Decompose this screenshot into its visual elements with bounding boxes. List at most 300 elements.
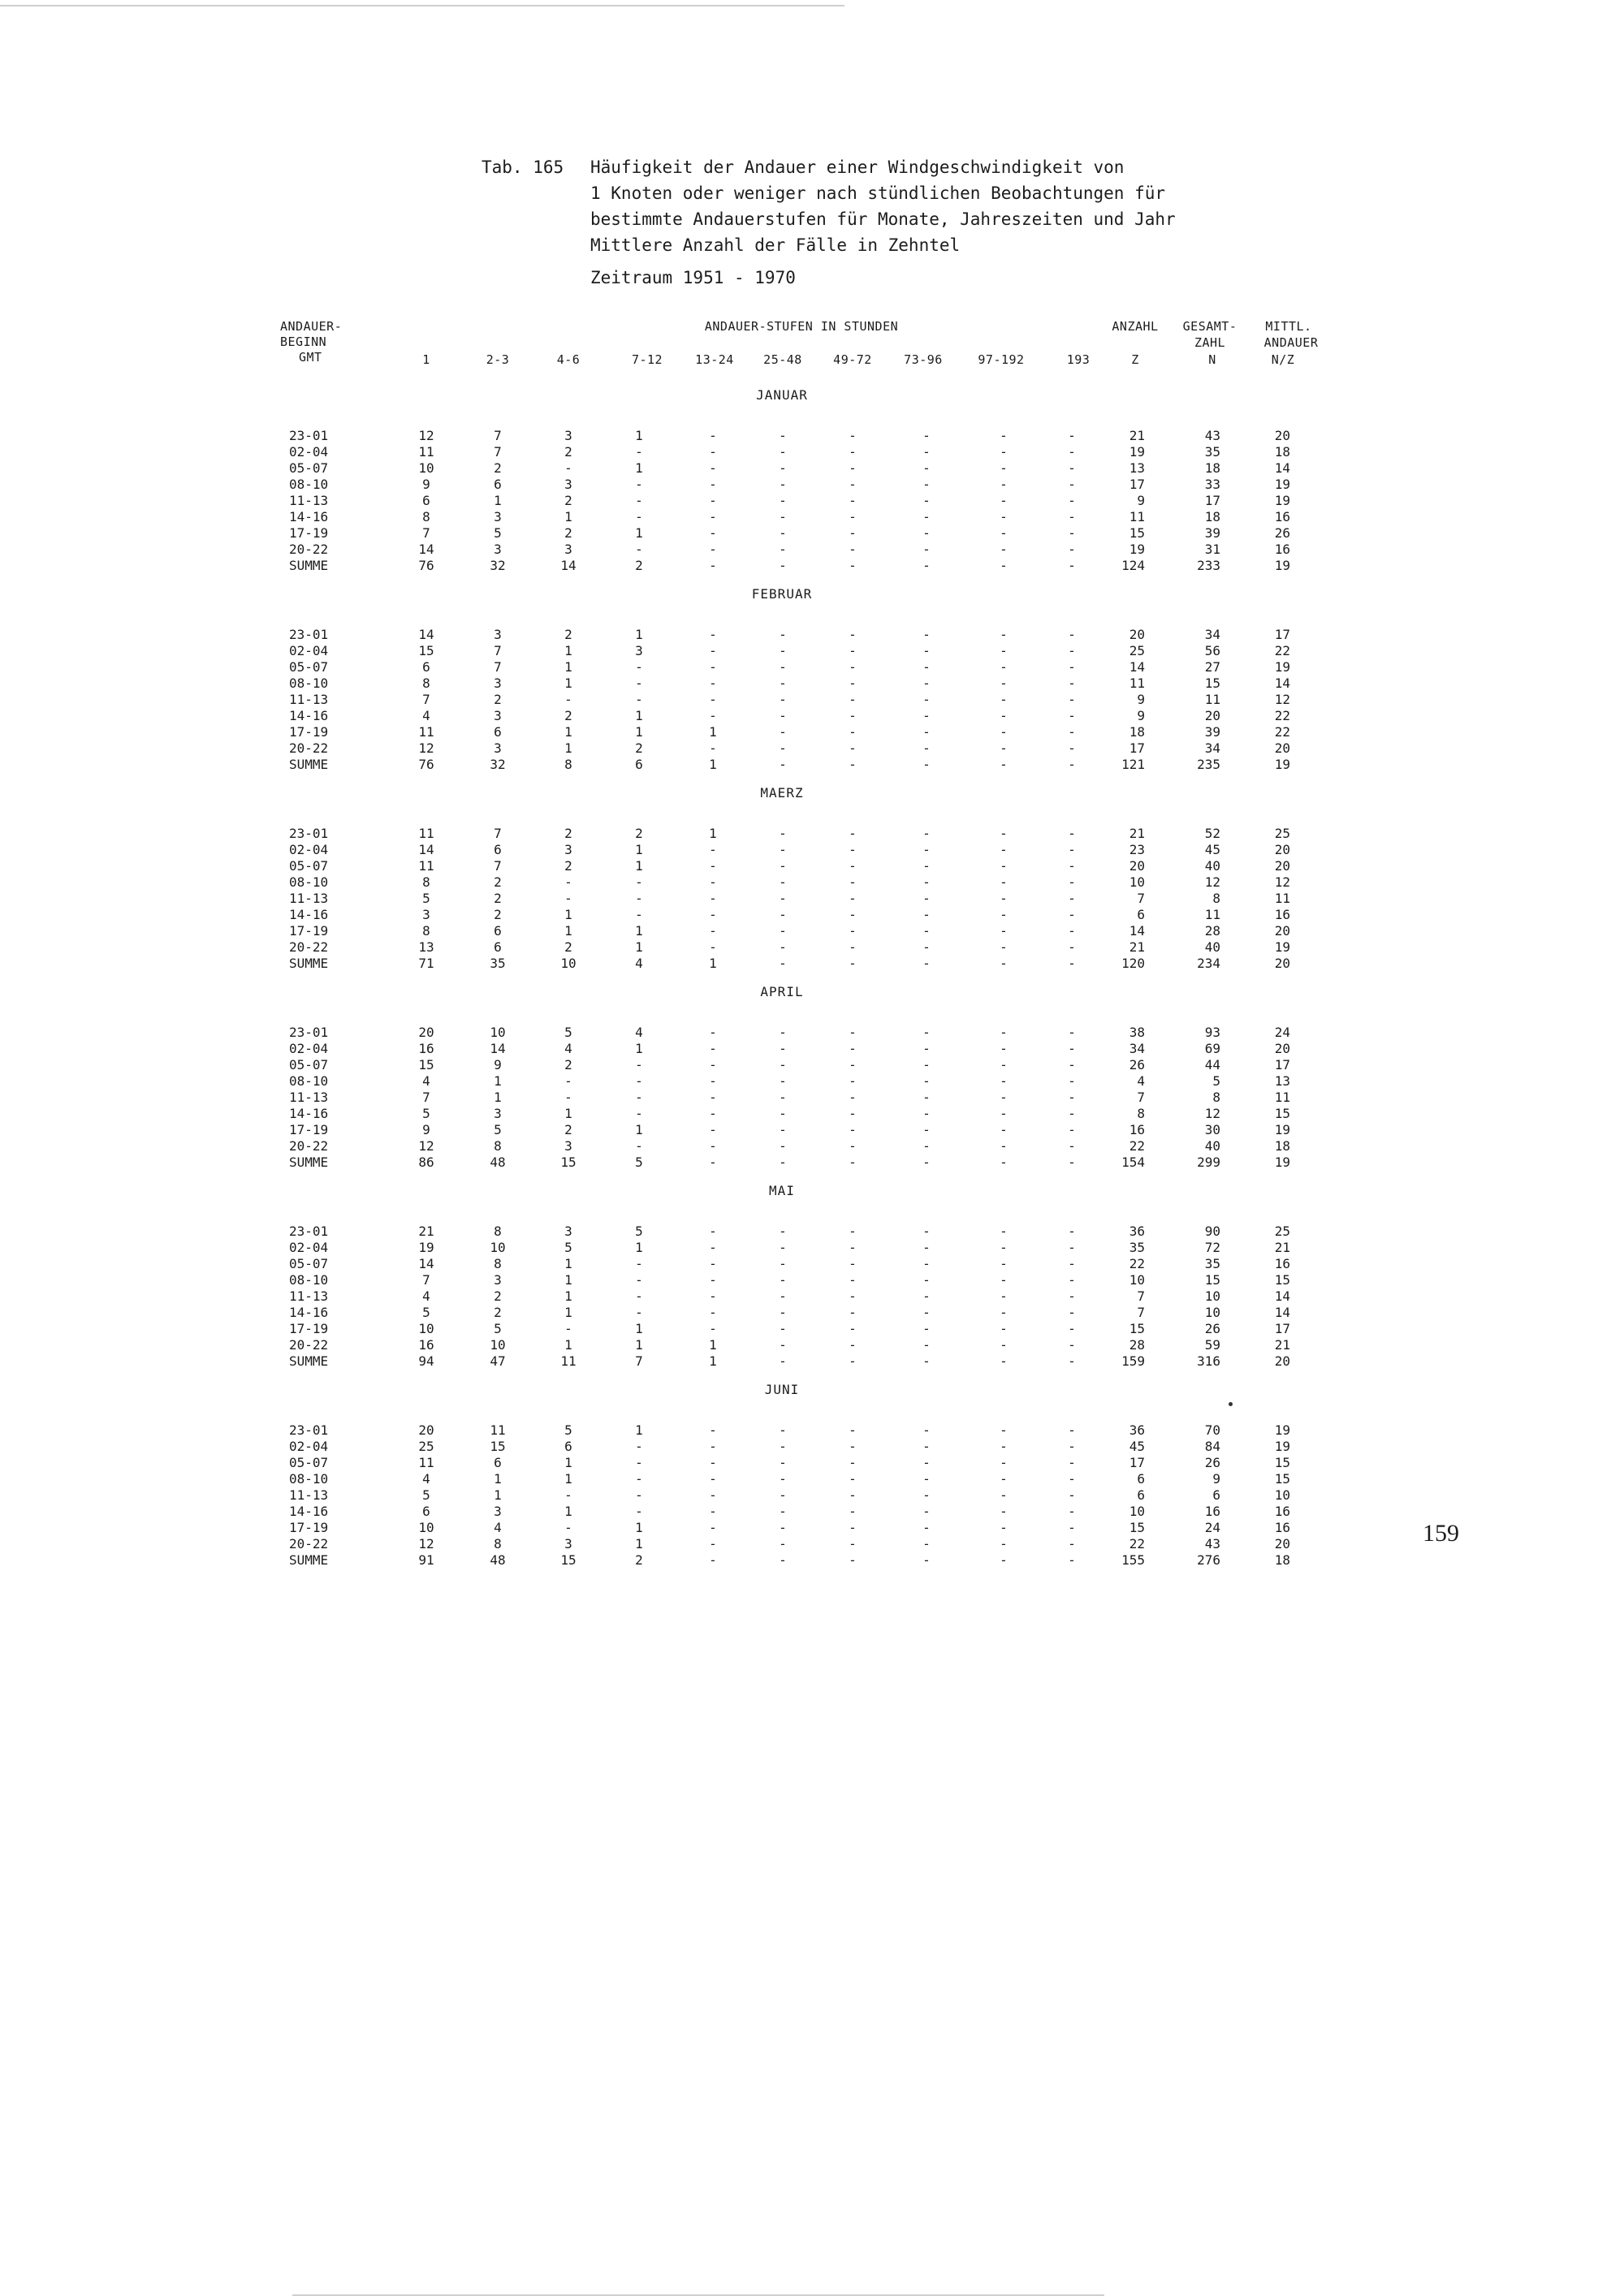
table-cell: - <box>922 1471 931 1487</box>
table-cell: 7 <box>494 826 502 841</box>
table-cell: 34 <box>1129 1041 1145 1056</box>
table-cell: 19 <box>1274 1154 1290 1170</box>
table-cell: - <box>1000 708 1008 723</box>
header-mittl-nz: N/Z <box>1271 352 1295 367</box>
table-cell: - <box>922 1455 931 1470</box>
table-cell: - <box>849 643 857 658</box>
row-label: 17-19 <box>289 1122 329 1137</box>
table-cell: - <box>922 1422 931 1438</box>
table-cell: 2 <box>494 907 502 922</box>
table-cell: - <box>1000 1041 1008 1056</box>
row-label: 11-13 <box>289 493 329 508</box>
table-cell: - <box>709 740 717 756</box>
table-cell: 15 <box>418 1057 434 1072</box>
row-label: 08-10 <box>289 874 329 890</box>
header-beginn: BEGINN <box>280 334 327 349</box>
table-cell: 20 <box>1274 956 1290 971</box>
table-cell: - <box>779 460 787 476</box>
table-cell: - <box>709 891 717 906</box>
table-cell: 3 <box>564 542 572 557</box>
table-cell: - <box>1000 1504 1008 1519</box>
table-cell: - <box>564 1073 572 1089</box>
table-cell: 1 <box>564 1288 572 1304</box>
row-label: 20-22 <box>289 542 329 557</box>
table-cell: - <box>922 740 931 756</box>
table-cell: 18 <box>1274 1552 1290 1568</box>
table-cell: 11 <box>418 724 434 740</box>
table-cell: 7 <box>494 659 502 675</box>
table-cell: - <box>779 1422 787 1438</box>
table-cell: 1 <box>635 939 643 955</box>
table-cell: 8 <box>494 1138 502 1154</box>
table-cell: 15 <box>1274 1471 1290 1487</box>
table-cell: - <box>1000 874 1008 890</box>
table-cell: - <box>922 1240 931 1255</box>
table-cell: - <box>779 1305 787 1320</box>
table-cell: - <box>635 675 643 691</box>
table-cell: - <box>1000 826 1008 841</box>
header-stage-13-24: 13-24 <box>695 352 734 367</box>
table-cell: - <box>779 1272 787 1288</box>
row-label: 05-07 <box>289 1455 329 1470</box>
row-label: 23-01 <box>289 826 329 841</box>
table-cell: - <box>849 493 857 508</box>
table-cell: - <box>1068 1122 1076 1137</box>
table-cell: - <box>564 891 572 906</box>
table-cell: 2 <box>564 525 572 541</box>
table-cell: 6 <box>494 477 502 492</box>
table-cell: - <box>922 1305 931 1320</box>
table-cell: - <box>1068 1455 1076 1470</box>
table-cell: 1 <box>635 1520 643 1535</box>
table-cell: - <box>1068 1422 1076 1438</box>
table-cell: 1 <box>635 1337 643 1353</box>
table-cell: - <box>779 659 787 675</box>
table-cell: 7 <box>422 1090 430 1105</box>
table-cell: - <box>1068 1272 1076 1288</box>
table-cell: 1 <box>564 724 572 740</box>
table-cell: 23 <box>1129 842 1145 857</box>
table-cell: 10 <box>1129 874 1145 890</box>
month-title-februar: FEBRUAR <box>751 586 813 602</box>
table-cell: - <box>779 874 787 890</box>
table-cell: - <box>1000 1552 1008 1568</box>
table-cell: - <box>779 1041 787 1056</box>
table-cell: 22 <box>1129 1256 1145 1271</box>
caption-line-3: bestimmte Andauerstufen für Monate, Jahreszeiten und Jahr <box>590 209 1176 229</box>
table-cell: 22 <box>1129 1536 1145 1552</box>
table-cell: 1 <box>564 675 572 691</box>
table-cell: - <box>635 493 643 508</box>
table-cell: 8 <box>1212 891 1220 906</box>
table-cell: 2 <box>494 891 502 906</box>
table-cell: - <box>709 509 717 524</box>
table-cell: - <box>922 907 931 922</box>
row-label: 02-04 <box>289 1439 329 1454</box>
table-cell: 10 <box>418 1520 434 1535</box>
table-cell: - <box>1068 826 1076 841</box>
table-cell: - <box>709 1471 717 1487</box>
table-cell: - <box>564 460 572 476</box>
table-cell: 1 <box>635 1321 643 1336</box>
table-cell: - <box>1000 1256 1008 1271</box>
table-cell: 1 <box>564 509 572 524</box>
table-cell: - <box>849 428 857 443</box>
table-cell: 6 <box>1137 907 1145 922</box>
table-cell: - <box>922 1504 931 1519</box>
table-cell: 1 <box>564 1455 572 1470</box>
header-stage-73-96: 73-96 <box>904 352 943 367</box>
table-cell: 22 <box>1274 708 1290 723</box>
table-cell: - <box>779 1090 787 1105</box>
table-cell: - <box>709 525 717 541</box>
table-cell: - <box>1068 1552 1076 1568</box>
table-cell: 16 <box>1274 542 1290 557</box>
table-cell: - <box>709 1439 717 1454</box>
table-cell: - <box>1000 1288 1008 1304</box>
row-label: 08-10 <box>289 675 329 691</box>
table-cell: 12 <box>1204 874 1220 890</box>
row-label: 17-19 <box>289 1321 329 1336</box>
table-cell: 20 <box>1274 1041 1290 1056</box>
table-cell: 20 <box>1274 1536 1290 1552</box>
table-cell: - <box>635 1256 643 1271</box>
table-cell: 1 <box>635 708 643 723</box>
table-cell: - <box>779 1487 787 1503</box>
table-cell: - <box>922 460 931 476</box>
table-cell: 13 <box>1129 460 1145 476</box>
table-cell: 6 <box>494 842 502 857</box>
table-cell: 1 <box>494 1073 502 1089</box>
table-cell: - <box>849 1520 857 1535</box>
table-cell: - <box>922 1057 931 1072</box>
table-cell: - <box>1068 1536 1076 1552</box>
table-cell: - <box>922 1073 931 1089</box>
table-cell: 6 <box>635 757 643 772</box>
table-cell: - <box>779 1256 787 1271</box>
table-cell: 5 <box>422 891 430 906</box>
table-cell: - <box>1000 643 1008 658</box>
table-cell: 7 <box>494 428 502 443</box>
row-label: 14-16 <box>289 1305 329 1320</box>
table-cell: - <box>709 907 717 922</box>
table-cell: - <box>564 692 572 707</box>
table-cell: 11 <box>1129 675 1145 691</box>
table-cell: 2 <box>564 939 572 955</box>
table-cell: 2 <box>564 858 572 874</box>
row-label: 11-13 <box>289 692 329 707</box>
row-label: 11-13 <box>289 1090 329 1105</box>
table-cell: 3 <box>564 842 572 857</box>
table-cell: - <box>779 891 787 906</box>
table-cell: - <box>1068 1256 1076 1271</box>
table-cell: 20 <box>1274 858 1290 874</box>
row-label: 14-16 <box>289 1106 329 1121</box>
table-cell: - <box>849 525 857 541</box>
table-cell: 1 <box>709 724 717 740</box>
table-cell: - <box>1068 493 1076 508</box>
table-cell: - <box>922 675 931 691</box>
table-cell: - <box>779 708 787 723</box>
table-cell: - <box>1000 939 1008 955</box>
table-cell: - <box>849 627 857 642</box>
table-cell: 8 <box>422 675 430 691</box>
table-cell: - <box>922 708 931 723</box>
table-cell: - <box>922 1025 931 1040</box>
table-cell: 5 <box>422 1487 430 1503</box>
table-cell: 15 <box>1204 675 1220 691</box>
table-cell: - <box>1000 1073 1008 1089</box>
table-cell: 15 <box>1204 1272 1220 1288</box>
table-cell: 1 <box>564 659 572 675</box>
table-cell: - <box>1068 1106 1076 1121</box>
table-cell: 1 <box>564 1272 572 1288</box>
table-cell: - <box>1068 692 1076 707</box>
table-cell: - <box>849 1504 857 1519</box>
table-cell: 14 <box>1129 659 1145 675</box>
table-cell: 32 <box>490 558 506 573</box>
row-label: SUMME <box>289 956 329 971</box>
table-cell: - <box>779 956 787 971</box>
table-cell: 22 <box>1129 1138 1145 1154</box>
table-cell: - <box>779 1439 787 1454</box>
table-cell: - <box>922 858 931 874</box>
table-cell: 2 <box>564 826 572 841</box>
table-cell: 21 <box>1274 1240 1290 1255</box>
row-label: SUMME <box>289 558 329 573</box>
table-cell: 39 <box>1204 525 1220 541</box>
table-cell: - <box>1000 1154 1008 1170</box>
table-cell: - <box>1068 1154 1076 1170</box>
table-cell: 3 <box>564 428 572 443</box>
table-cell: - <box>922 1353 931 1369</box>
row-label: 11-13 <box>289 891 329 906</box>
table-cell: - <box>849 1552 857 1568</box>
table-cell: 45 <box>1204 842 1220 857</box>
table-cell: - <box>635 1305 643 1320</box>
table-cell: - <box>635 1455 643 1470</box>
table-cell: - <box>1000 477 1008 492</box>
table-cell: 154 <box>1121 1154 1145 1170</box>
table-cell: - <box>922 1321 931 1336</box>
table-cell: 5 <box>564 1422 572 1438</box>
table-cell: - <box>1068 923 1076 939</box>
table-cell: 14 <box>1274 1288 1290 1304</box>
table-cell: - <box>1000 858 1008 874</box>
table-cell: 20 <box>418 1422 434 1438</box>
table-cell: - <box>709 874 717 890</box>
table-cell: 93 <box>1204 1025 1220 1040</box>
row-label: 05-07 <box>289 659 329 675</box>
table-cell: - <box>1068 1321 1076 1336</box>
table-cell: - <box>1000 659 1008 675</box>
table-cell: - <box>779 627 787 642</box>
table-cell: 11 <box>1274 891 1290 906</box>
table-cell: 1 <box>635 1240 643 1255</box>
table-cell: 10 <box>490 1337 506 1353</box>
table-cell: - <box>709 444 717 460</box>
table-cell: 71 <box>418 956 434 971</box>
table-cell: 21 <box>1274 1337 1290 1353</box>
table-cell: - <box>1000 627 1008 642</box>
table-cell: - <box>922 1154 931 1170</box>
table-cell: - <box>1068 1305 1076 1320</box>
table-cell: - <box>635 1138 643 1154</box>
table-cell: - <box>1068 675 1076 691</box>
table-cell: 14 <box>418 627 434 642</box>
table-cell: 15 <box>1274 1272 1290 1288</box>
table-cell: 4 <box>494 1520 502 1535</box>
table-cell: 1 <box>635 1122 643 1137</box>
table-cell: - <box>779 1552 787 1568</box>
scan-speck <box>1229 1402 1233 1406</box>
table-cell: 31 <box>1204 542 1220 557</box>
table-cell: 43 <box>1204 428 1220 443</box>
table-cell: 16 <box>1274 1256 1290 1271</box>
table-cell: - <box>779 1122 787 1137</box>
table-cell: - <box>1068 874 1076 890</box>
table-cell: - <box>922 939 931 955</box>
table-cell: 14 <box>1274 1305 1290 1320</box>
header-group-title: ANDAUER-STUFEN IN STUNDEN <box>704 319 899 334</box>
header-anzahl-z: Z <box>1131 352 1139 367</box>
table-cell: 5 <box>422 1106 430 1121</box>
table-cell: - <box>849 1321 857 1336</box>
row-label: 02-04 <box>289 1240 329 1255</box>
table-cell: - <box>849 477 857 492</box>
table-cell: 14 <box>1274 675 1290 691</box>
table-cell: 9 <box>1212 1471 1220 1487</box>
table-cell: - <box>709 1154 717 1170</box>
table-cell: - <box>1068 1025 1076 1040</box>
table-cell: - <box>779 643 787 658</box>
row-label: 05-07 <box>289 1057 329 1072</box>
table-cell: - <box>1068 558 1076 573</box>
month-title-januar: JANUAR <box>756 387 808 403</box>
table-cell: 19 <box>1274 757 1290 772</box>
table-cell: - <box>635 542 643 557</box>
table-cell: 10 <box>1129 1504 1145 1519</box>
row-label: 02-04 <box>289 643 329 658</box>
table-cell: - <box>709 1256 717 1271</box>
table-cell: 20 <box>1204 708 1220 723</box>
table-cell: 19 <box>418 1240 434 1255</box>
table-cell: 20 <box>1274 740 1290 756</box>
table-cell: 6 <box>494 939 502 955</box>
row-label: 14-16 <box>289 907 329 922</box>
table-cell: 5 <box>635 1224 643 1239</box>
table-cell: - <box>779 542 787 557</box>
table-cell: 14 <box>1129 923 1145 939</box>
table-cell: 12 <box>418 740 434 756</box>
table-cell: - <box>922 842 931 857</box>
table-cell: - <box>922 757 931 772</box>
table-cell: - <box>635 692 643 707</box>
header-stage-4-6: 4-6 <box>556 352 581 367</box>
table-cell: 6 <box>422 493 430 508</box>
row-label: 02-04 <box>289 1041 329 1056</box>
row-label: SUMME <box>289 1552 329 1568</box>
table-cell: 9 <box>1137 708 1145 723</box>
table-cell: 5 <box>422 1305 430 1320</box>
table-cell: 159 <box>1121 1353 1145 1369</box>
table-cell: 12 <box>418 428 434 443</box>
table-cell: - <box>779 1073 787 1089</box>
table-cell: - <box>849 1106 857 1121</box>
table-cell: 1 <box>709 1337 717 1353</box>
row-label: 02-04 <box>289 842 329 857</box>
table-cell: 1 <box>635 1536 643 1552</box>
table-cell: - <box>564 1090 572 1105</box>
table-cell: - <box>709 1288 717 1304</box>
table-cell: - <box>922 1536 931 1552</box>
table-cell: 2 <box>564 444 572 460</box>
table-cell: 17 <box>1129 477 1145 492</box>
table-cell: - <box>849 1471 857 1487</box>
table-cell: 17 <box>1274 627 1290 642</box>
table-cell: 14 <box>418 1256 434 1271</box>
table-cell: - <box>1000 558 1008 573</box>
table-cell: - <box>1000 1106 1008 1121</box>
table-cell: 1 <box>709 757 717 772</box>
table-cell: - <box>922 1552 931 1568</box>
row-label: SUMME <box>289 1353 329 1369</box>
table-cell: 15 <box>560 1552 577 1568</box>
table-cell: - <box>709 858 717 874</box>
table-cell: 10 <box>1204 1288 1220 1304</box>
table-cell: - <box>922 1122 931 1137</box>
table-cell: - <box>709 477 717 492</box>
row-label: 23-01 <box>289 1025 329 1040</box>
table-cell: 1 <box>564 1106 572 1121</box>
table-cell: - <box>1000 1240 1008 1255</box>
table-cell: 9 <box>422 1122 430 1137</box>
table-cell: 3 <box>494 627 502 642</box>
table-cell: 4 <box>422 1288 430 1304</box>
table-cell: 2 <box>635 740 643 756</box>
table-cell: 4 <box>1137 1073 1145 1089</box>
table-cell: - <box>922 525 931 541</box>
table-cell: 12 <box>1274 692 1290 707</box>
table-cell: 124 <box>1121 558 1145 573</box>
table-cell: - <box>635 1272 643 1288</box>
table-cell: - <box>709 659 717 675</box>
table-cell: - <box>849 542 857 557</box>
table-cell: - <box>635 1288 643 1304</box>
table-cell: 5 <box>1212 1073 1220 1089</box>
table-cell: 2 <box>564 493 572 508</box>
table-cell: - <box>849 1240 857 1255</box>
table-cell: 7 <box>422 525 430 541</box>
table-cell: - <box>849 1122 857 1137</box>
table-cell: - <box>1068 1439 1076 1454</box>
table-cell: - <box>849 659 857 675</box>
table-cell: - <box>779 1504 787 1519</box>
table-cell: 5 <box>494 525 502 541</box>
table-cell: - <box>1000 1224 1008 1239</box>
table-cell: - <box>849 907 857 922</box>
table-cell: 3 <box>494 740 502 756</box>
table-cell: 4 <box>635 956 643 971</box>
table-cell: - <box>922 923 931 939</box>
table-cell: - <box>779 1353 787 1369</box>
table-cell: - <box>779 923 787 939</box>
table-cell: - <box>779 493 787 508</box>
table-cell: 59 <box>1204 1337 1220 1353</box>
table-cell: - <box>1068 1138 1076 1154</box>
table-cell: - <box>922 627 931 642</box>
table-cell: 1 <box>494 1471 502 1487</box>
